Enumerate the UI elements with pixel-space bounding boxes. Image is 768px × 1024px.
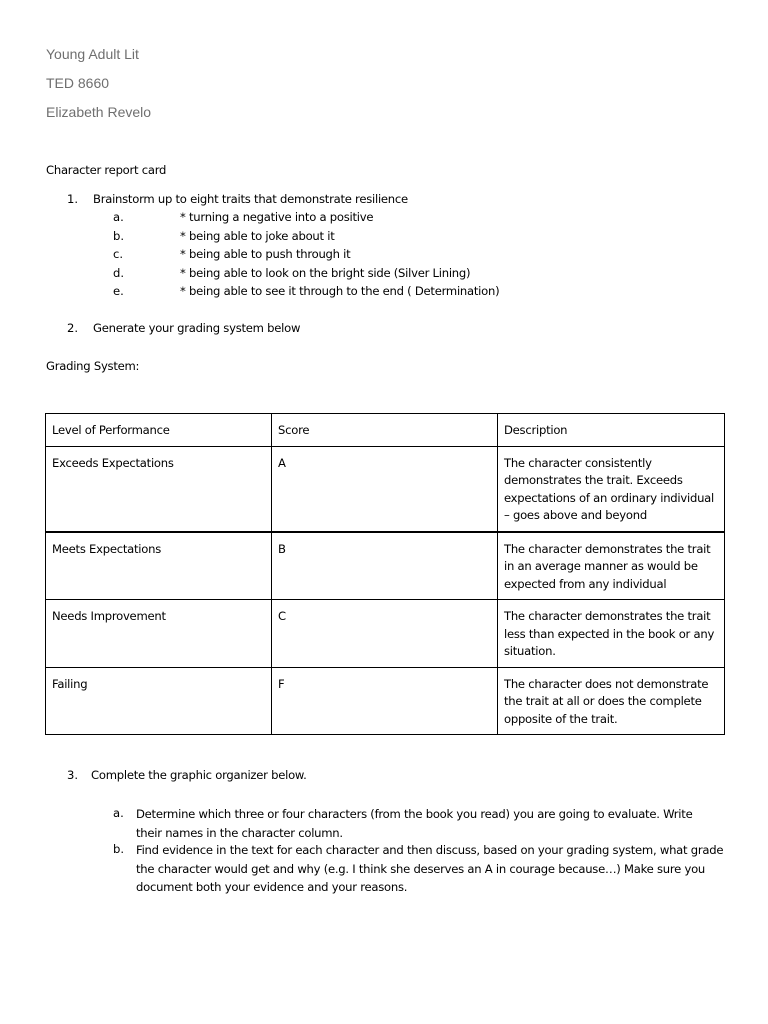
trait-item: * turning a negative into a positive	[180, 210, 374, 224]
instruction-line: their names in the character column.	[136, 825, 343, 840]
header-description: Description	[498, 414, 725, 447]
description-line: opposite of the trait.	[504, 711, 618, 726]
step-3-number: 3.	[67, 768, 79, 782]
instruction-letter: b.	[113, 842, 125, 856]
description-line: demonstrates the trait. Exceeds	[504, 473, 683, 487]
level-cell: Needs Improvement	[46, 600, 272, 668]
instruction-line: Find evidence in the text for each character and then discuss, based on your grading system, what grade	[136, 843, 724, 857]
description-line: less than expected in the book or any	[504, 626, 715, 641]
trait-letter: c.	[113, 247, 124, 261]
description-cell	[498, 446, 725, 532]
course-code: TED 8660	[46, 75, 110, 91]
description-line: The character does not demonstrate	[504, 676, 709, 691]
description-line: situation.	[504, 644, 556, 658]
instruction-line: document both your evidence and your reasons.	[136, 880, 408, 894]
trait-item: * being able to look on the bright side (Silver Lining)	[180, 266, 471, 280]
instruction-item	[136, 841, 723, 897]
table-row	[46, 600, 725, 668]
document-title: Character report card	[46, 163, 167, 177]
table-row	[46, 532, 725, 600]
score-cell: F	[272, 667, 498, 735]
description-line: The character demonstrates the trait	[504, 609, 711, 623]
description-line: in an average manner as would be	[504, 559, 698, 573]
step-1-text: Brainstorm up to eight traits that demonstrate resilience	[93, 192, 408, 206]
table-row	[46, 667, 725, 735]
description-cell	[498, 532, 725, 600]
description-line: The character demonstrates the trait	[504, 541, 711, 556]
description-line: The character consistently	[504, 455, 652, 470]
header-level: Level of Performance	[46, 414, 272, 447]
score-cell: A	[272, 446, 498, 532]
step-2-number: 2.	[67, 321, 79, 335]
description-line: the trait at all or does the complete	[504, 694, 702, 708]
step-1-number: 1.	[67, 192, 79, 206]
course-name: Young Adult Lit	[46, 46, 139, 62]
instruction-letter: a.	[113, 806, 124, 820]
description-cell	[498, 667, 725, 735]
trait-letter: d.	[113, 266, 125, 280]
trait-letter: b.	[113, 229, 125, 243]
score-cell: C	[272, 600, 498, 668]
instruction-line: Determine which three or four characters (from the book you read) you are going to evaluate. Write	[136, 807, 693, 821]
table-header-row	[46, 414, 725, 447]
header-score: Score	[272, 414, 498, 447]
author-name: Elizabeth Revelo	[46, 104, 152, 120]
step-2-text: Generate your grading system below	[93, 321, 301, 335]
step-3-text: Complete the graphic organizer below.	[91, 768, 307, 782]
description-line: expected from any individual	[504, 576, 667, 591]
trait-item: * being able to joke about it	[180, 229, 335, 243]
table-row	[46, 446, 725, 532]
score-cell: B	[272, 532, 498, 600]
description-line: – goes above and beyond	[504, 508, 647, 522]
trait-letter: e.	[113, 284, 124, 298]
trait-letter: a.	[113, 210, 124, 224]
grading-system-label: Grading System:	[46, 359, 140, 373]
grading-table	[45, 413, 725, 735]
trait-item: * being able to see it through to the end ( Determination)	[180, 284, 500, 298]
instruction-line: the character would get and why (e.g. I think she deserves an A in courage because…) Make sure you	[136, 861, 706, 876]
instruction-item	[136, 805, 692, 842]
description-cell	[498, 600, 725, 668]
level-cell: Meets Expectations	[46, 532, 272, 600]
level-cell: Exceeds Expectations	[46, 446, 272, 532]
level-cell: Failing	[46, 667, 272, 735]
description-line: expectations of an ordinary individual	[504, 490, 715, 505]
trait-item: * being able to push through it	[180, 247, 351, 261]
